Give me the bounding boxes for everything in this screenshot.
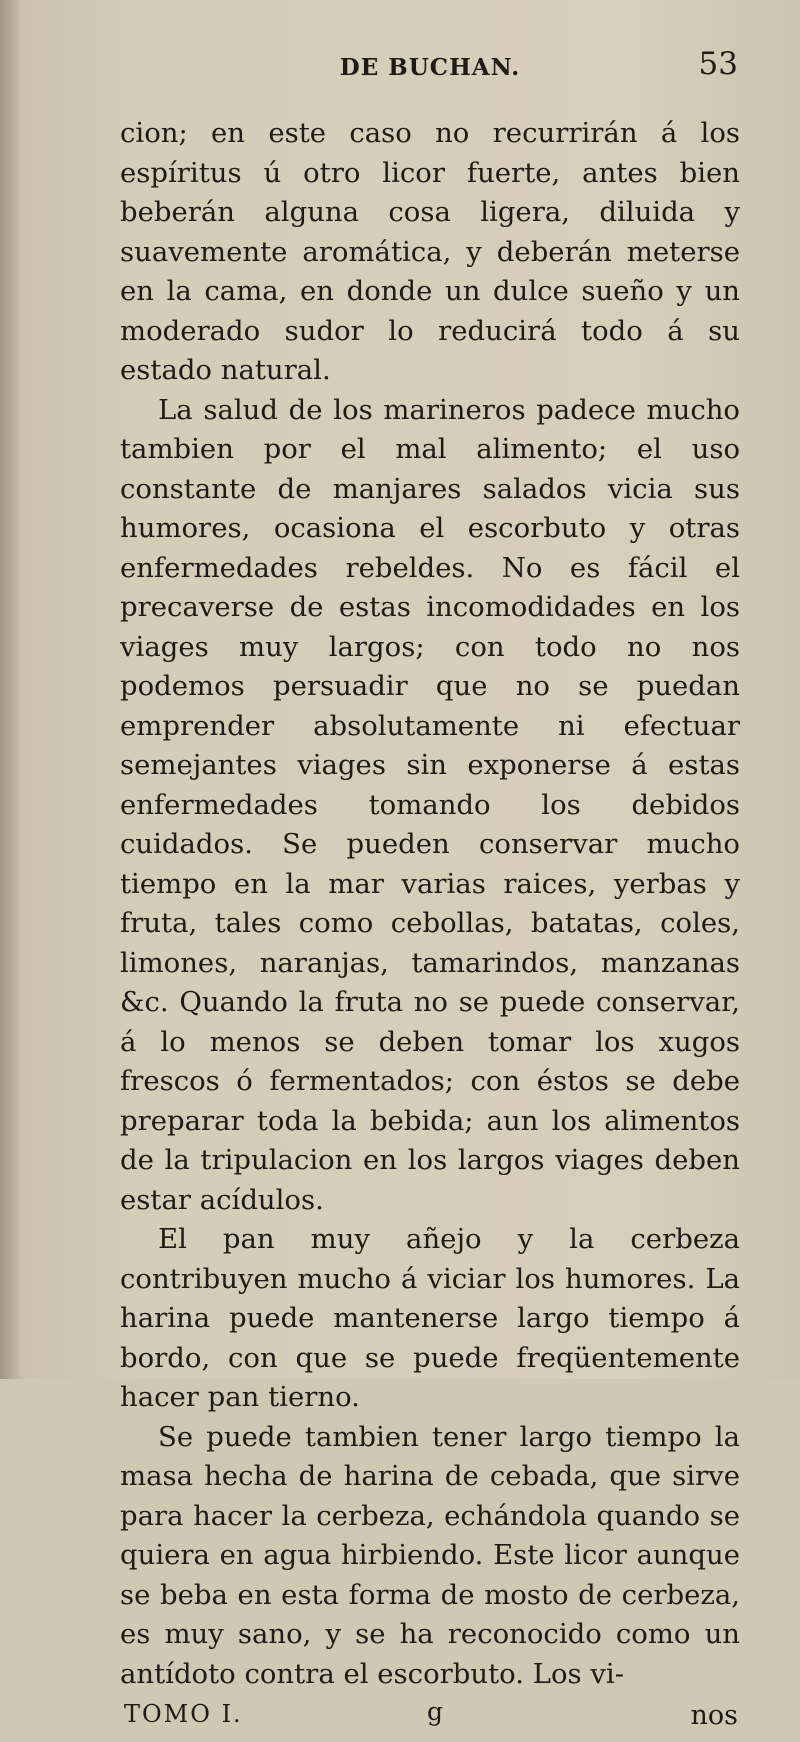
signature-mark: g	[427, 1697, 444, 1726]
volume-label: TOMO I.	[124, 1700, 243, 1728]
page-edge-shadow	[0, 0, 22, 1379]
body-text	[120, 114, 740, 1694]
paragraph-2: La salud de los marineros padece mucho tambien por el mal alimento; el uso constante de manjares salados vicia sus humores, ocasiona el escorbuto y otras enfermedades rebeldes. No es fácil el precaverse de estas incomodidades en los viages muy largos; con todo no nos podemos persuadir que no se puedan emprender absolutamente ni efectuar semejantes viages sin exponerse á estas enfermedades tomando los debidos cuidados. Se pueden conservar mucho tiempo en la mar varias raices, yerbas y fruta, tales como cebollas, batatas, coles, limones, naranjas, tamarindos, manzanas &c. Quando la fruta no se puede conservar, á lo menos se deben tomar los xugos frescos ó fermentados; con éstos se debe preparar toda la bebida; aun los alimentos de la tripulacion en los largos viages deben estar acídulos.	[120, 393, 740, 1216]
page-footer	[120, 1697, 740, 1742]
paragraph-3: El pan muy añejo y la cerbeza contribuyen mucho á viciar los humores. La harina puede mantenerse largo tiempo á bordo, con que se puede freqüentemente hacer pan tierno.	[120, 1223, 740, 1413]
paragraph-4: Se puede tambien tener largo tiempo la masa hecha de harina de cebada, que sirve para hacer la cerbeza, echándola quando se quiera en agua hirbiendo. Este licor aunque se beba en esta forma de mosto de cerbeza, es muy sano, y se ha reconocido como un antídoto contra el escorbuto. Los vi-	[120, 1420, 740, 1690]
running-head: DE BUCHAN.	[339, 54, 521, 81]
page-header	[120, 42, 740, 114]
page-number: 53	[698, 46, 738, 82]
paragraph-1: cion; en este caso no recurrirán á los espíritus ú otro licor fuerte, antes bien beberán alguna cosa ligera, diluida y suavemente aromática, y deberán meterse en la cama, en donde un dulce sueño y un moderado sudor lo reducirá todo á su estado natural.	[120, 117, 740, 386]
catchword: nos	[690, 1700, 738, 1731]
